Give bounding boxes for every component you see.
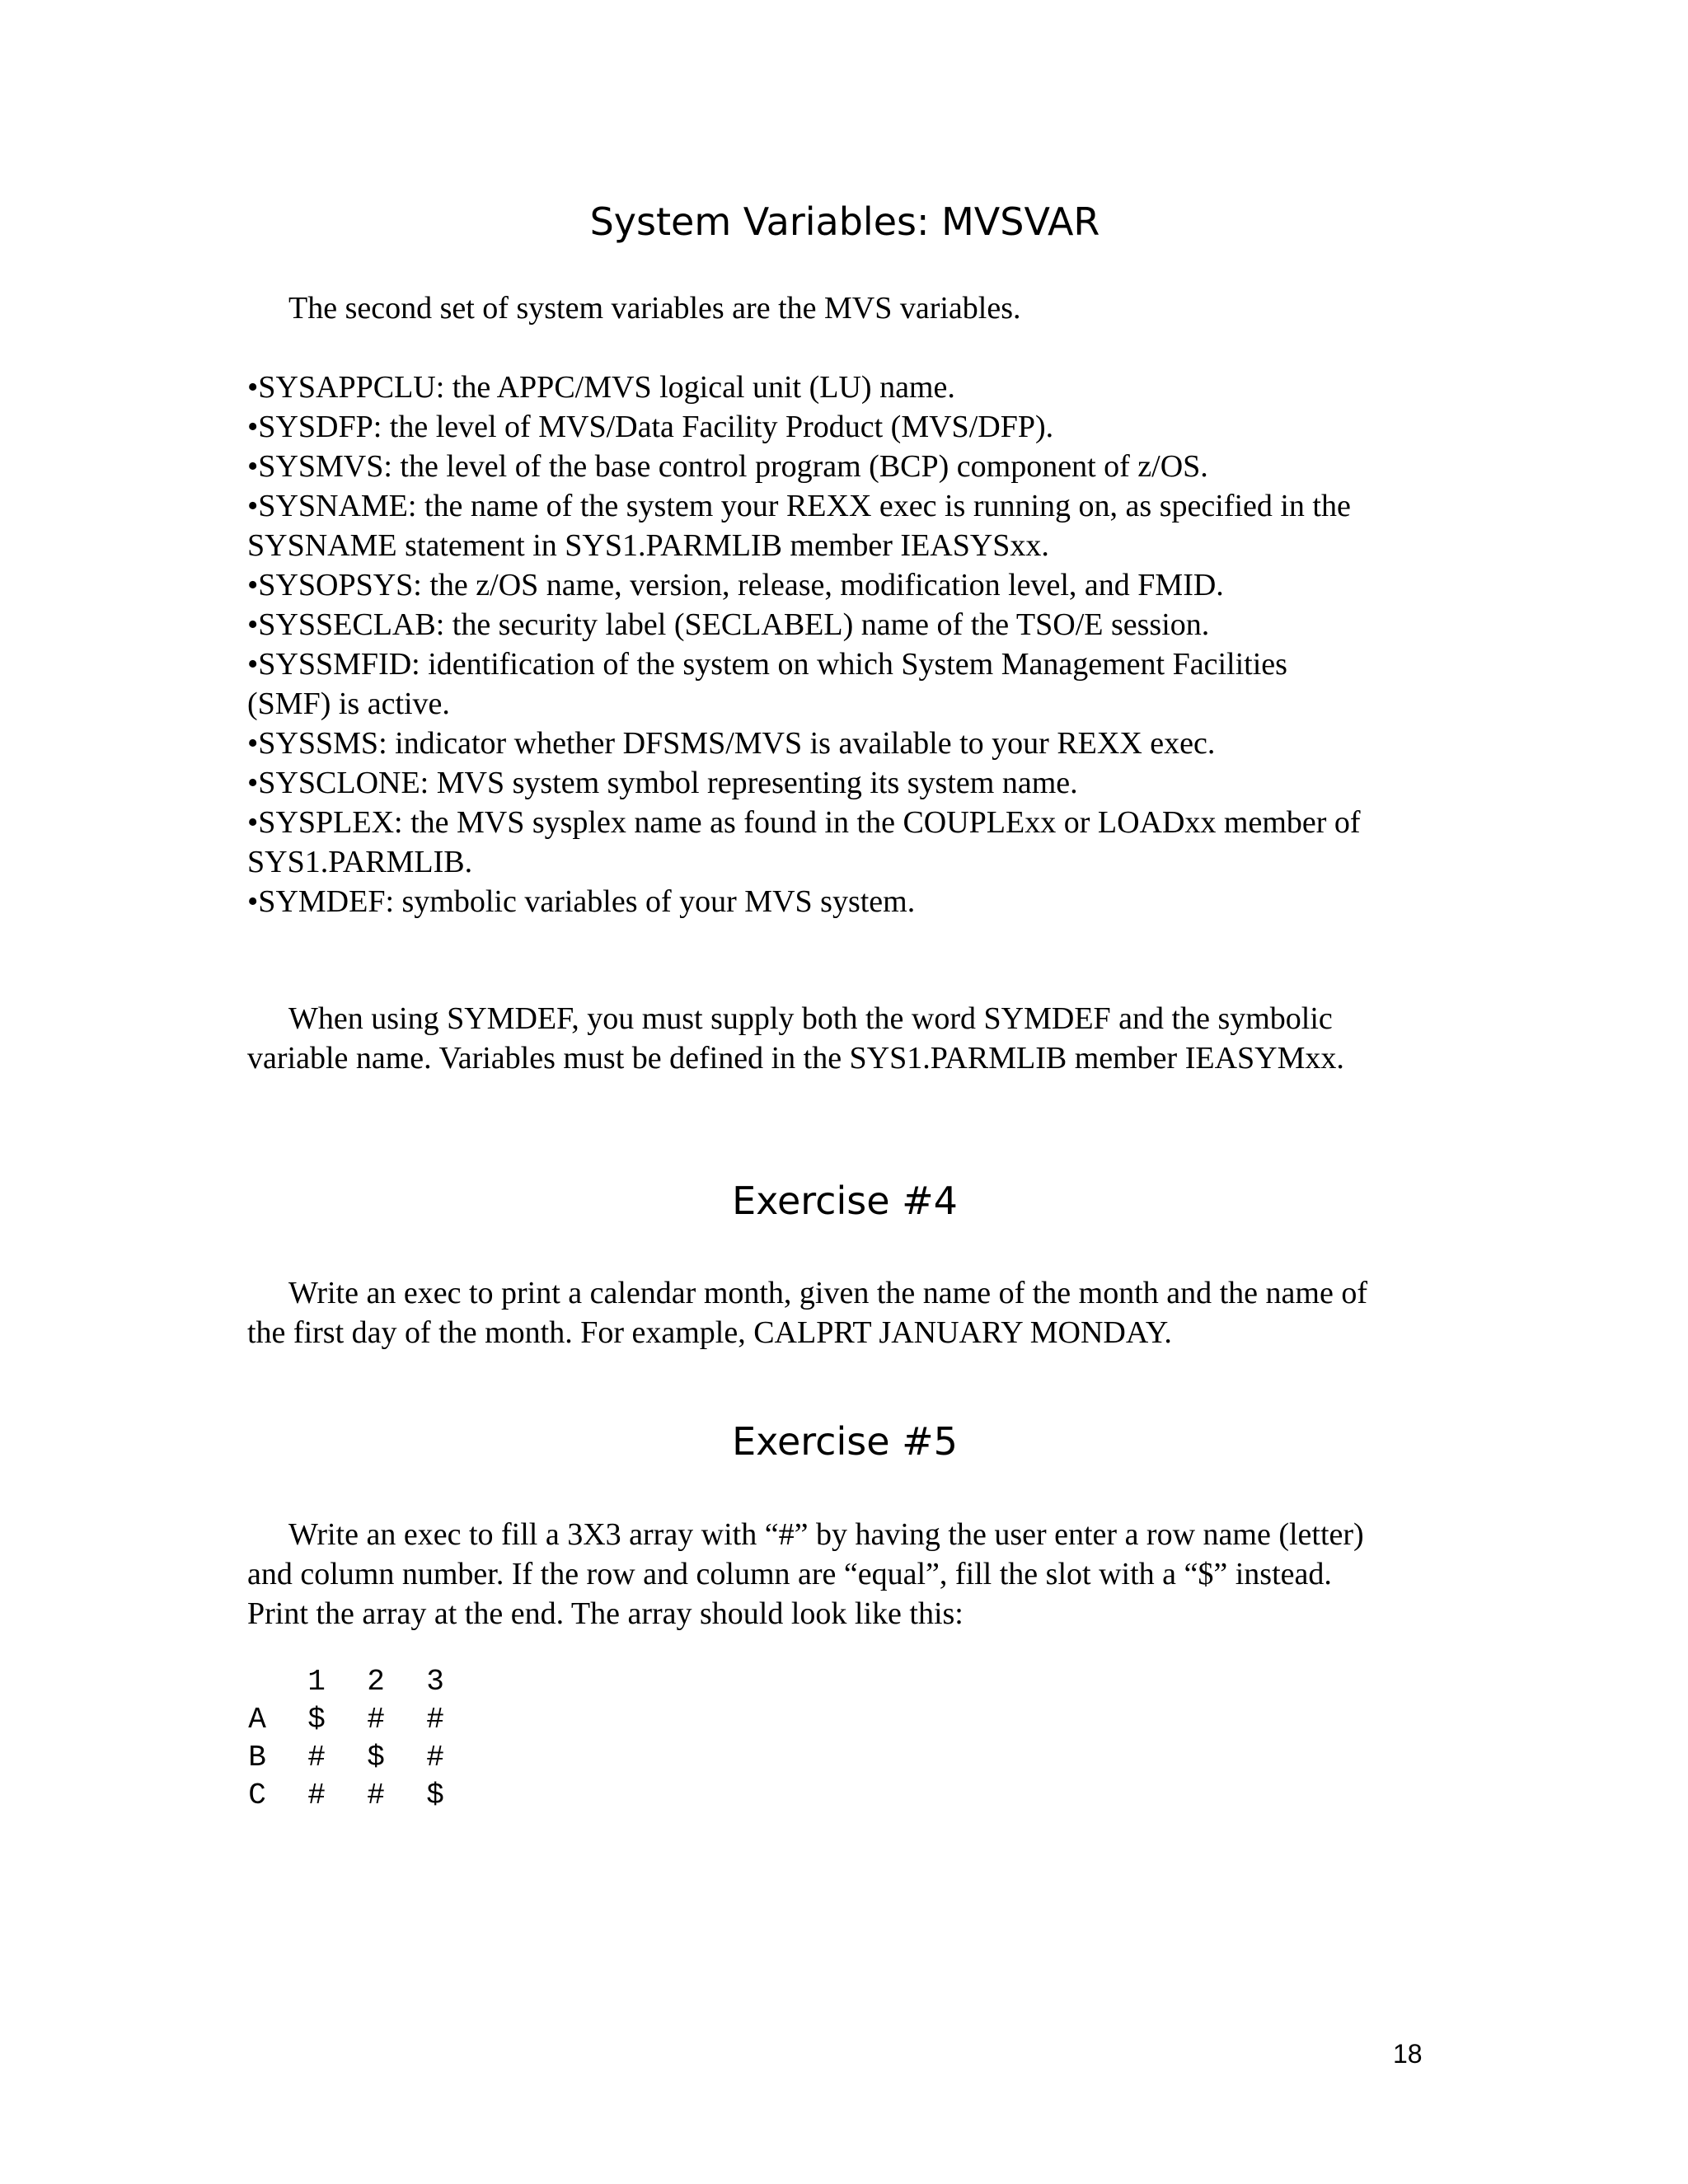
- document-page: [247, 0, 1442, 2184]
- array-row-label: A: [248, 1703, 266, 1736]
- array-cell: #: [307, 1779, 326, 1812]
- page-number: 18: [1393, 2039, 1423, 2069]
- array-column-header: 3: [426, 1665, 444, 1699]
- array-cell: $: [426, 1779, 444, 1812]
- list-item-sysseclab: •SYSSECLAB: the security label (SECLABEL) name of the TSO/E session.: [247, 607, 1210, 642]
- intro-paragraph: [247, 288, 1442, 328]
- array-cell: $: [367, 1741, 385, 1774]
- list-item-sysappclu: •SYSAPPCLU: the APPC/MVS logical unit (LU) name.: [247, 370, 955, 405]
- array-cell: #: [367, 1703, 385, 1736]
- heading-system-variables-mvsvar: System Variables: MVSVAR: [589, 199, 1100, 244]
- array-column-header: 1: [307, 1665, 326, 1699]
- array-row-label: B: [248, 1741, 266, 1774]
- symdef-paragraph: When using SYMDEF, you must supply both the word SYMDEF and the symbolic variable name. Variables must be defined in the SYS1.PARMLIB member IEASYMxx.: [247, 1001, 1344, 1076]
- list-item-syssms: •SYSSMS: indicator whether DFSMS/MVS is available to your REXX exec.: [247, 726, 1216, 761]
- array-row-label: C: [248, 1779, 266, 1812]
- array-cell: #: [307, 1741, 326, 1774]
- array-cell: #: [367, 1779, 385, 1812]
- array-column-header: 2: [367, 1665, 385, 1699]
- list-item-sysmvs: •SYSMVS: the level of the base control program (BCP) component of z/OS.: [247, 449, 1208, 484]
- list-item-sysplex: •SYSPLEX: the MVS sysplex name as found in the COUPLExx or LOADxx member of SYS1.PARMLIB.: [247, 805, 1361, 879]
- heading-exercise-5: Exercise #5: [732, 1419, 958, 1464]
- list-item-sysclone: •SYSCLONE: MVS system symbol representing its system name.: [247, 766, 1078, 800]
- intro-line: The second set of system variables are the MVS variables.: [288, 291, 1021, 326]
- list-item-sysdfp: •SYSDFP: the level of MVS/Data Facility Product (MVS/DFP).: [247, 410, 1054, 444]
- exercise-5-paragraph: Write an exec to fill a 3X3 array with “#” by having the user enter a row name (letter) and column number. If the row and column are “equal”, fill the slot with a “$” instead. Print the array at the end. The array should look like this:: [247, 1517, 1364, 1631]
- array-cell: #: [426, 1703, 444, 1736]
- exercise-4-paragraph: Write an exec to print a calendar month, given the name of the month and the name of the first day of the month. For example, CALPRT JANUARY MONDAY.: [247, 1276, 1367, 1350]
- heading-exercise-4: Exercise #4: [732, 1179, 958, 1223]
- list-item-sysopsys: •SYSOPSYS: the z/OS name, version, release, modification level, and FMID.: [247, 568, 1224, 602]
- list-item-syssmfid: •SYSSMFID: identification of the system on which System Management Facilities (SMF) is active.: [247, 647, 1287, 721]
- list-item-symdef: •SYMDEF: symbolic variables of your MVS system.: [247, 884, 916, 919]
- array-cell: $: [307, 1703, 326, 1736]
- array-cell: #: [426, 1741, 444, 1774]
- mvs-variable-list: [247, 368, 1442, 921]
- list-item-sysname: •SYSNAME: the name of the system your REXX exec is running on, as specified in the SYSNAME statement in SYS1.PARMLIB member IEASYSxx.: [247, 489, 1351, 563]
